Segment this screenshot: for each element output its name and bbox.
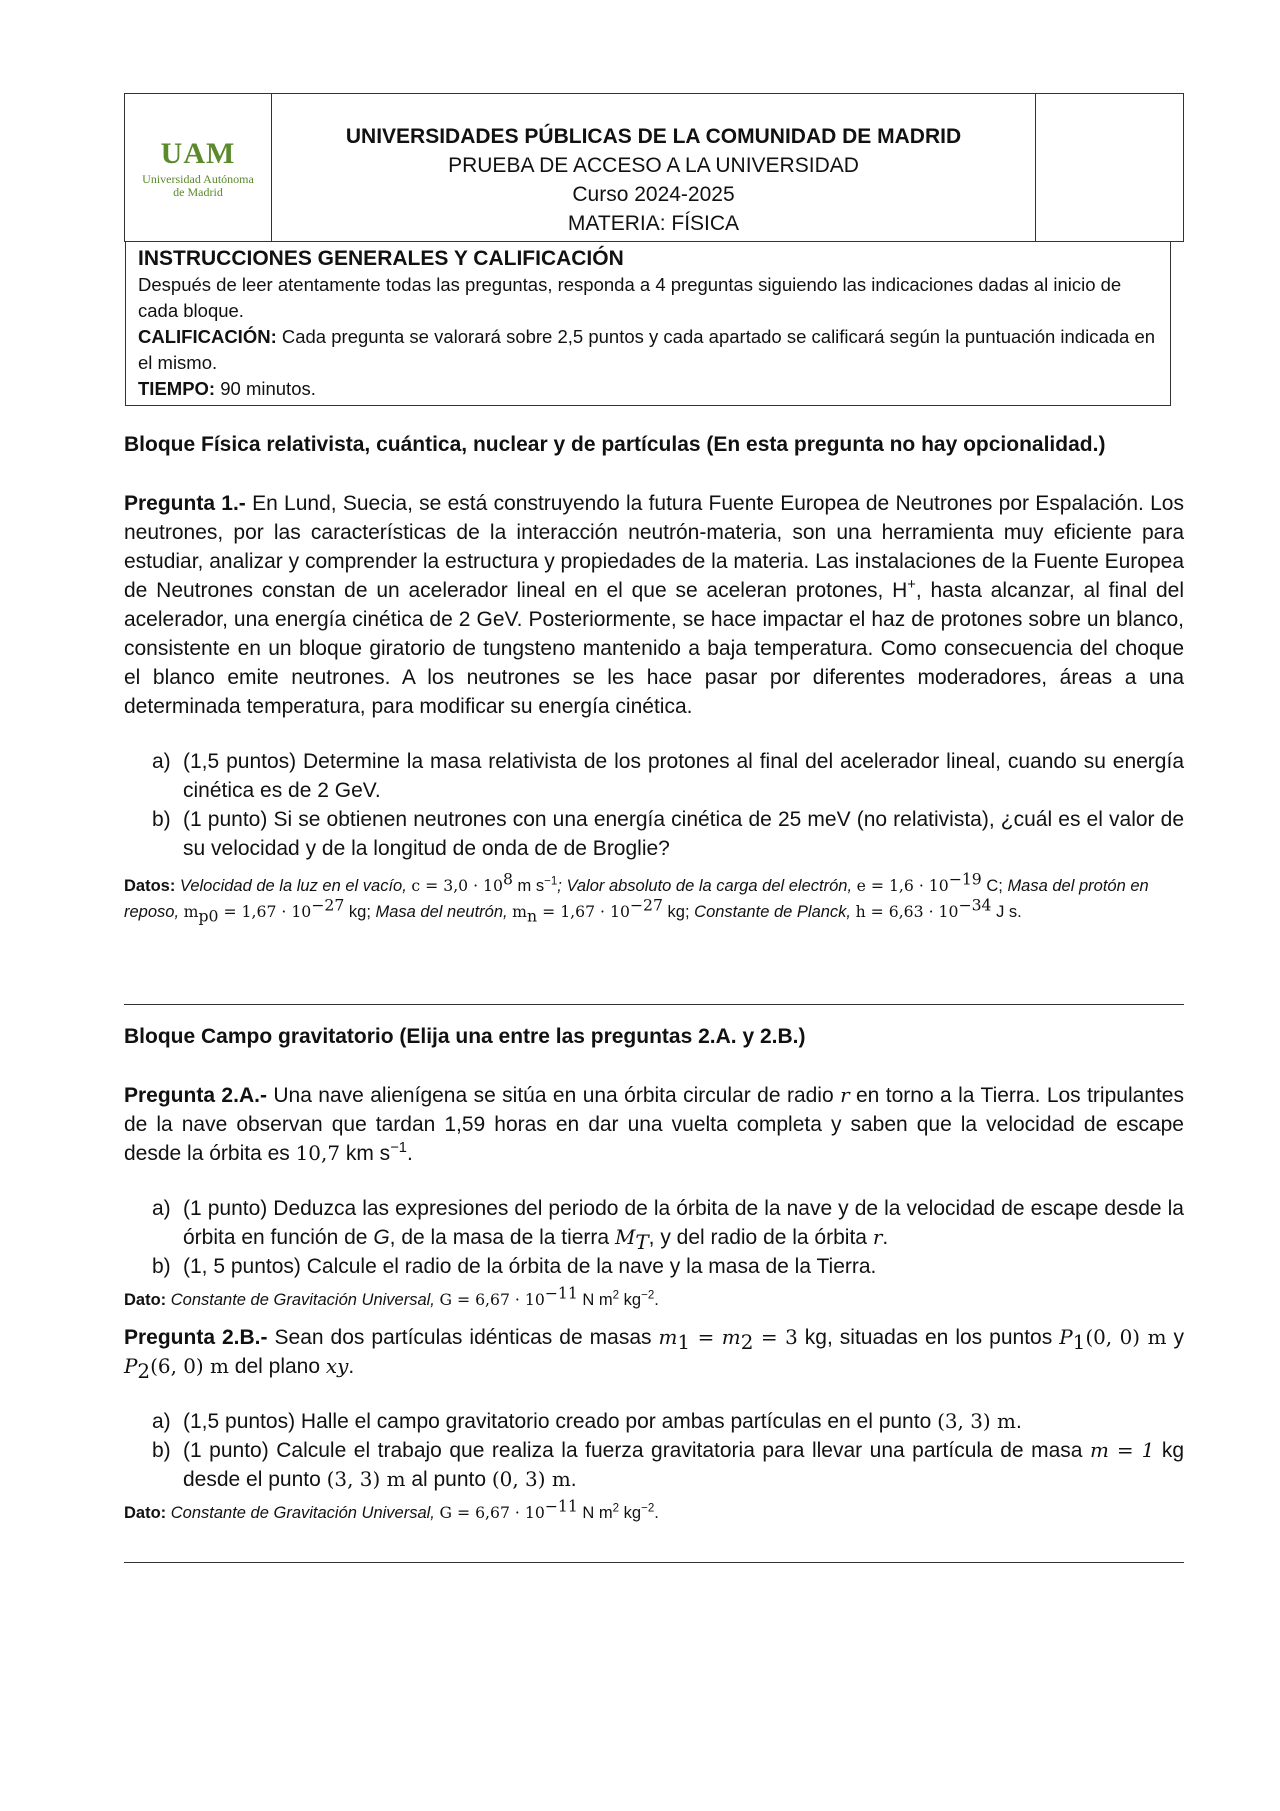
list-item: a) (1 punto) Deduzca las expresiones del periodo de la órbita de la nave y de la velocidad de escape desde la órbita en función de G, de la masa de la tierra $M_T$, y del radio de la órbita r. (152, 1197, 1184, 1255)
time-text: TIEMPO: 90 minutos. (138, 378, 316, 399)
header-line-2: PRUEBA DE ACCESO A LA UNIVERSIDAD (448, 154, 859, 177)
exam-page (124, 93, 1184, 406)
list-item: b) (1 punto) Si se obtienen neutrones con una energía cinética de 25 meV (no relativista), ¿cuál es el valor de su velocidad y de la longitud de onda de de Broglie? (152, 808, 1184, 860)
question-2b: Pregunta 2.B.- Sean dos partículas idénticas de masas $m_1 = m_2 = 3$ kg, situadas en los puntos $P_1(0$, 0) m y $P_2(6$, 0) m del plano xy. (124, 1325, 1184, 1384)
question-1-data: Datos: Velocidad de la luz en el vacío, $c = 3,0 \cdot 10^8$ m $s^{-1}$; Valor absoluto de la carga del electrón, $e = 1,6 \cdot 10^{-19}$ C; Masa del protón en reposo, $m_{p0} = 1,67 \cdot 10^{-27}$ kg; Masa del neutrón, $m_n = 1,67 \cdot 10^{-27}$ kg; Constante de Planck, $h = 6,63 \cdot 10^{-34}$ J s. (124, 869, 1149, 926)
logo-text: Universidad Autónoma de Madrid (142, 171, 254, 199)
question-1: Pregunta 1.- En Lund, Suecia, se está construyendo la futura Fuente Europea de Neutrones por Espalación. Los neutrones, por las características de la interacción neutrón-materia, son una herramienta muy eficiente para estudiar, analizar y comprender la estructura y propiedades de la materia. Las instalaciones de la Fuente Europea de Neutrones constan de un acelerador lineal en el que se aceleran protones, H+, hasta alcanzar, al final del acelerador, una energía cinética de 2 GeV. Posteriormente, se hace impactar el haz de protones sobre un blanco, consistente en un bloque giratorio de tungsteno mantenido a baja temperatura. Como consecuencia del choque el blanco emite neutrones. A los neutrones se les hace pasar por diferentes moderadores, áreas a una determinada temperatura, para modificar su energía cinética. (124, 492, 1184, 718)
logo-mark: UAM (160, 136, 236, 170)
block-1-title: Bloque Física relativista, cuántica, nuclear y de partículas (En esta pregunta no hay opcionalidad.) (124, 433, 1106, 456)
list-item: a) (1,5 puntos) Determine la masa relativista de los protones al final del acelerador lineal, cuando su energía cinética es de 2 GeV. (152, 750, 1184, 802)
header-title (272, 94, 1035, 241)
question-2a-items (124, 1194, 1184, 1281)
header-line-4: MATERIA: FÍSICA (567, 212, 740, 235)
divider (124, 1562, 1184, 1563)
grading-text: CALIFICACIÓN: Cada pregunta se valorará sobre 2,5 puntos y cada apartado se calificará según la puntuación indicada en el mismo. (138, 326, 1156, 373)
instructions-box (125, 242, 1171, 406)
block-2-title: Bloque Campo gravitatorio (Elija una entre las preguntas 2.A. y 2.B.) (124, 1025, 806, 1048)
instructions-title: INSTRUCCIONES GENERALES Y CALIFICACIÓN (138, 247, 624, 270)
header-right-cell (1035, 94, 1183, 241)
uam-logo (125, 94, 272, 241)
question-2b-items (124, 1407, 1184, 1494)
instructions-text: Después de leer atentamente todas las preguntas, responda a 4 preguntas siguiendo las indicaciones dadas al inicio de cada bloque. (138, 274, 1122, 321)
question-2b-data: Dato: Constante de Gravitación Universal, $G = 6,67 \cdot 10^{-11}$ N $m^2$ $kg^{-2}$. (124, 1496, 659, 1522)
list-item: b) (1 punto) Calcule el trabajo que realiza la fuerza gravitatoria para llevar una partícula de masa m = 1 kg desde el punto (3, 3) m al punto (0, 3) m. (152, 1438, 1185, 1491)
list-item: b) (1, 5 puntos) Calcule el radio de la órbita de la nave y la masa de la Tierra. (152, 1255, 877, 1278)
list-item: a) (1,5 puntos) Halle el campo gravitatorio creado por ambas partículas en el punto (3, 3) m. (152, 1409, 1022, 1433)
exam-header (124, 93, 1184, 242)
header-line-1: UNIVERSIDADES PÚBLICAS DE LA COMUNIDAD DE MADRID (345, 125, 962, 148)
block-1 (124, 430, 1184, 925)
divider (124, 1004, 1184, 1005)
question-2a-data: Dato: Constante de Gravitación Universal, $G = 6,67 \cdot 10^{-11}$ N $m^2$ $kg^{-2}$. (124, 1283, 659, 1309)
question-1-items (124, 747, 1184, 863)
header-line-3: Curso 2024-2025 (572, 183, 735, 206)
block-2 (124, 1022, 1184, 1526)
question-2a: Pregunta 2.A.- Una nave alienígena se sitúa en una órbita circular de radio r en torno a la Tierra. Los tripulantes de la nave observan que tardan 1,59 horas en dar una vuelta completa y saben que la velocidad de escape desde la órbita es 10,7 km $s^{-1}$. (124, 1083, 1184, 1165)
